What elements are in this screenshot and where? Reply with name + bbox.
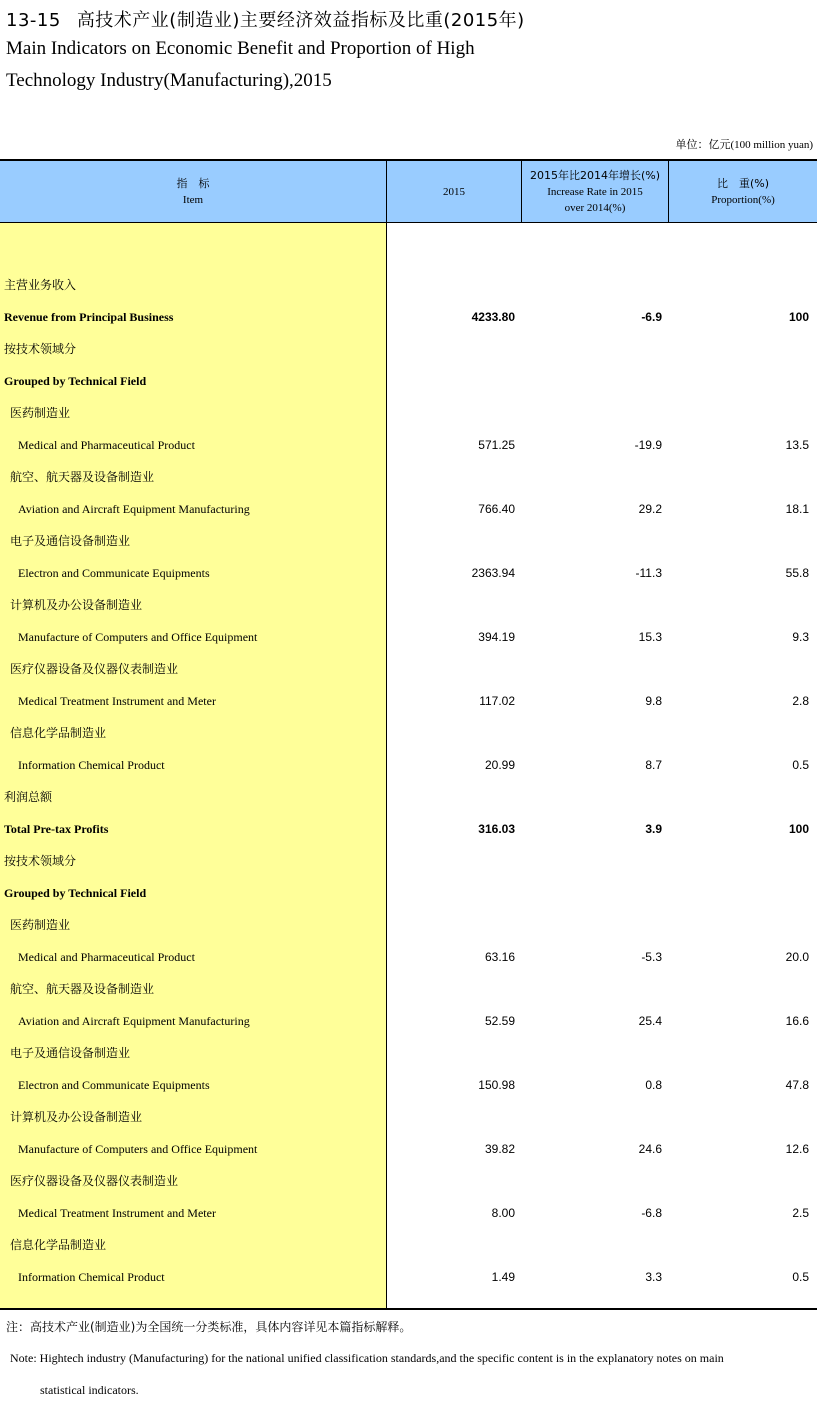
table-row: [0, 1133, 817, 1165]
table-row: [0, 461, 817, 493]
row-label: Electron and Communicate Equipments: [18, 1078, 210, 1092]
table-row: [0, 973, 817, 1005]
value-proportion: 0.5: [792, 758, 809, 772]
value-increase-rate: 9.8: [645, 694, 662, 708]
table-row: [0, 845, 817, 877]
row-label: Aviation and Aircraft Equipment Manufacturing: [18, 1014, 250, 1028]
value-increase-rate: 29.2: [638, 502, 662, 516]
row-label: 计算机及办公设备制造业: [10, 598, 143, 612]
row-label: 信息化学品制造业: [10, 1238, 107, 1252]
value-proportion: 2.5: [792, 1206, 809, 1220]
row-label: 信息化学品制造业: [10, 726, 107, 740]
value-increase-rate: -11.3: [635, 566, 662, 580]
value-2015: 1.49: [491, 1270, 515, 1284]
value-2015: 766.40: [478, 502, 515, 516]
title-cn-text: 高技术产业(制造业)主要经济效益指标及比重(2015年): [76, 10, 525, 31]
table-row: [0, 1261, 817, 1293]
row-label: Medical and Pharmaceutical Product: [18, 950, 195, 964]
value-increase-rate: 8.7: [645, 758, 662, 772]
table-row: [0, 685, 817, 717]
row-label: 医药制造业: [10, 918, 71, 932]
unit-en: (100 million yuan): [730, 139, 813, 151]
table-row: [0, 301, 817, 333]
row-label: 利润总额: [4, 790, 53, 804]
row-label: 医疗仪器设备及仪器仪表制造业: [10, 1174, 179, 1188]
value-2015: 571.25: [478, 438, 515, 452]
table-row: [0, 781, 817, 813]
row-label: Information Chemical Product: [18, 1270, 165, 1284]
table-header: [0, 159, 817, 223]
row-label: 按技术领域分: [4, 342, 77, 356]
row-label: Total Pre-tax Profits: [4, 822, 109, 836]
value-increase-rate: -6.8: [641, 1206, 662, 1220]
value-increase-rate: 25.4: [638, 1014, 662, 1028]
header-2015-label: 2015: [443, 186, 465, 198]
table-row: [0, 941, 817, 973]
value-2015: 52.59: [484, 1014, 515, 1028]
page-title-cn: [6, 6, 525, 32]
header-increase-en1: Increase Rate in 2015: [547, 186, 643, 198]
table-row: [0, 877, 817, 909]
table-row: [0, 557, 817, 589]
row-label: 按技术领域分: [4, 854, 77, 868]
table-row: [0, 717, 817, 749]
page-title-en-line2: Technology Industry(Manufacturing),2015: [6, 70, 332, 91]
note-cn: 注：高技术产业(制造业)为全国统一分类标准，具体内容详见本篇指标解释。: [6, 1320, 412, 1334]
row-label: Manufacture of Computers and Office Equipment: [18, 630, 258, 644]
row-label: 主营业务收入: [4, 278, 77, 292]
header-item: [0, 161, 386, 223]
note-en-line1: Note: Hightech industry (Manufacturing) for the national unified classification standards,and the specific content is in the explanatory notes on main: [10, 1351, 724, 1365]
table-row: [0, 493, 817, 525]
value-2015: 39.82: [484, 1142, 515, 1156]
table-rows: [0, 269, 817, 1293]
value-increase-rate: 3.9: [645, 822, 662, 836]
row-label: Manufacture of Computers and Office Equipment: [18, 1142, 258, 1156]
table-body: [0, 223, 817, 1310]
value-increase-rate: 24.6: [638, 1142, 662, 1156]
table-row: [0, 909, 817, 941]
value-increase-rate: -5.3: [641, 950, 662, 964]
value-increase-rate: 0.8: [645, 1078, 662, 1092]
value-increase-rate: 15.3: [638, 630, 662, 644]
table-row: [0, 1005, 817, 1037]
value-2015: 150.98: [478, 1078, 515, 1092]
row-label: 医药制造业: [10, 406, 71, 420]
header-item-en: Item: [182, 194, 204, 206]
table-row: [0, 1101, 817, 1133]
header-increase-en2: over 2014(%): [564, 202, 626, 214]
value-proportion: 13.5: [785, 438, 809, 452]
row-label: 计算机及办公设备制造业: [10, 1110, 143, 1124]
value-increase-rate: 3.3: [645, 1270, 662, 1284]
table-row: [0, 269, 817, 301]
row-label: Electron and Communicate Equipments: [18, 566, 210, 580]
note-en-line2: statistical indicators.: [40, 1383, 139, 1397]
value-2015: 394.19: [478, 630, 515, 644]
value-proportion: 0.5: [792, 1270, 809, 1284]
data-table: [0, 159, 817, 1310]
value-proportion: 100: [788, 822, 809, 836]
value-2015: 63.16: [484, 950, 515, 964]
header-increase-cn: 2015年比2014年增长(%): [529, 169, 661, 182]
table-row: [0, 429, 817, 461]
value-proportion: 16.6: [785, 1014, 809, 1028]
table-row: [0, 333, 817, 365]
value-2015: 2363.94: [471, 566, 515, 580]
table-row: [0, 813, 817, 845]
page-title-en-line1: Main Indicators on Economic Benefit and Proportion of High: [6, 38, 475, 59]
table-row: [0, 365, 817, 397]
value-proportion: 100: [788, 310, 809, 324]
value-proportion: 55.8: [785, 566, 809, 580]
table-row: [0, 589, 817, 621]
table-row: [0, 1069, 817, 1101]
row-label: 医疗仪器设备及仪器仪表制造业: [10, 662, 179, 676]
value-proportion: 2.8: [792, 694, 809, 708]
table-row: [0, 397, 817, 429]
value-2015: 117.02: [479, 694, 515, 708]
header-item-cn: 指 标: [176, 177, 210, 190]
value-2015: 4233.80: [471, 310, 515, 324]
value-2015: 20.99: [484, 758, 515, 772]
table-row: [0, 653, 817, 685]
value-proportion: 12.6: [785, 1142, 809, 1156]
row-label: 航空、航天器及设备制造业: [10, 982, 155, 996]
value-2015: 316.03: [478, 822, 515, 836]
value-increase-rate: -19.9: [634, 438, 662, 452]
row-label: Grouped by Technical Field: [4, 886, 147, 900]
header-proportion: [669, 161, 817, 223]
unit-cn: 单位：亿元: [675, 138, 731, 151]
table-row: [0, 749, 817, 781]
table-row: [0, 1165, 817, 1197]
row-label: Revenue from Principal Business: [4, 310, 174, 324]
table-row: [0, 1037, 817, 1069]
unit-label: [676, 136, 814, 152]
value-proportion: 47.8: [785, 1078, 809, 1092]
row-label: 航空、航天器及设备制造业: [10, 470, 155, 484]
table-row: [0, 1229, 817, 1261]
header-2015: [387, 161, 521, 223]
row-label: 电子及通信设备制造业: [10, 534, 131, 548]
header-increase-rate: [522, 161, 668, 223]
table-number: 13-15: [6, 10, 61, 31]
row-label: 电子及通信设备制造业: [10, 1046, 131, 1060]
table-row: [0, 621, 817, 653]
row-label: Information Chemical Product: [18, 758, 165, 772]
row-label: Medical Treatment Instrument and Meter: [18, 1206, 216, 1220]
table-row: [0, 525, 817, 557]
row-label: Aviation and Aircraft Equipment Manufacturing: [18, 502, 250, 516]
header-proportion-cn: 比 重(%): [716, 177, 770, 190]
table-row: [0, 1197, 817, 1229]
value-2015: 8.00: [491, 1206, 515, 1220]
row-label: Medical and Pharmaceutical Product: [18, 438, 195, 452]
row-label: Medical Treatment Instrument and Meter: [18, 694, 216, 708]
value-proportion: 20.0: [785, 950, 809, 964]
table-bottom-rule: [0, 1308, 817, 1310]
value-proportion: 9.3: [792, 630, 809, 644]
value-proportion: 18.1: [785, 502, 809, 516]
row-label: Grouped by Technical Field: [4, 374, 147, 388]
value-increase-rate: -6.9: [641, 310, 662, 324]
header-proportion-en: Proportion(%): [711, 194, 775, 206]
